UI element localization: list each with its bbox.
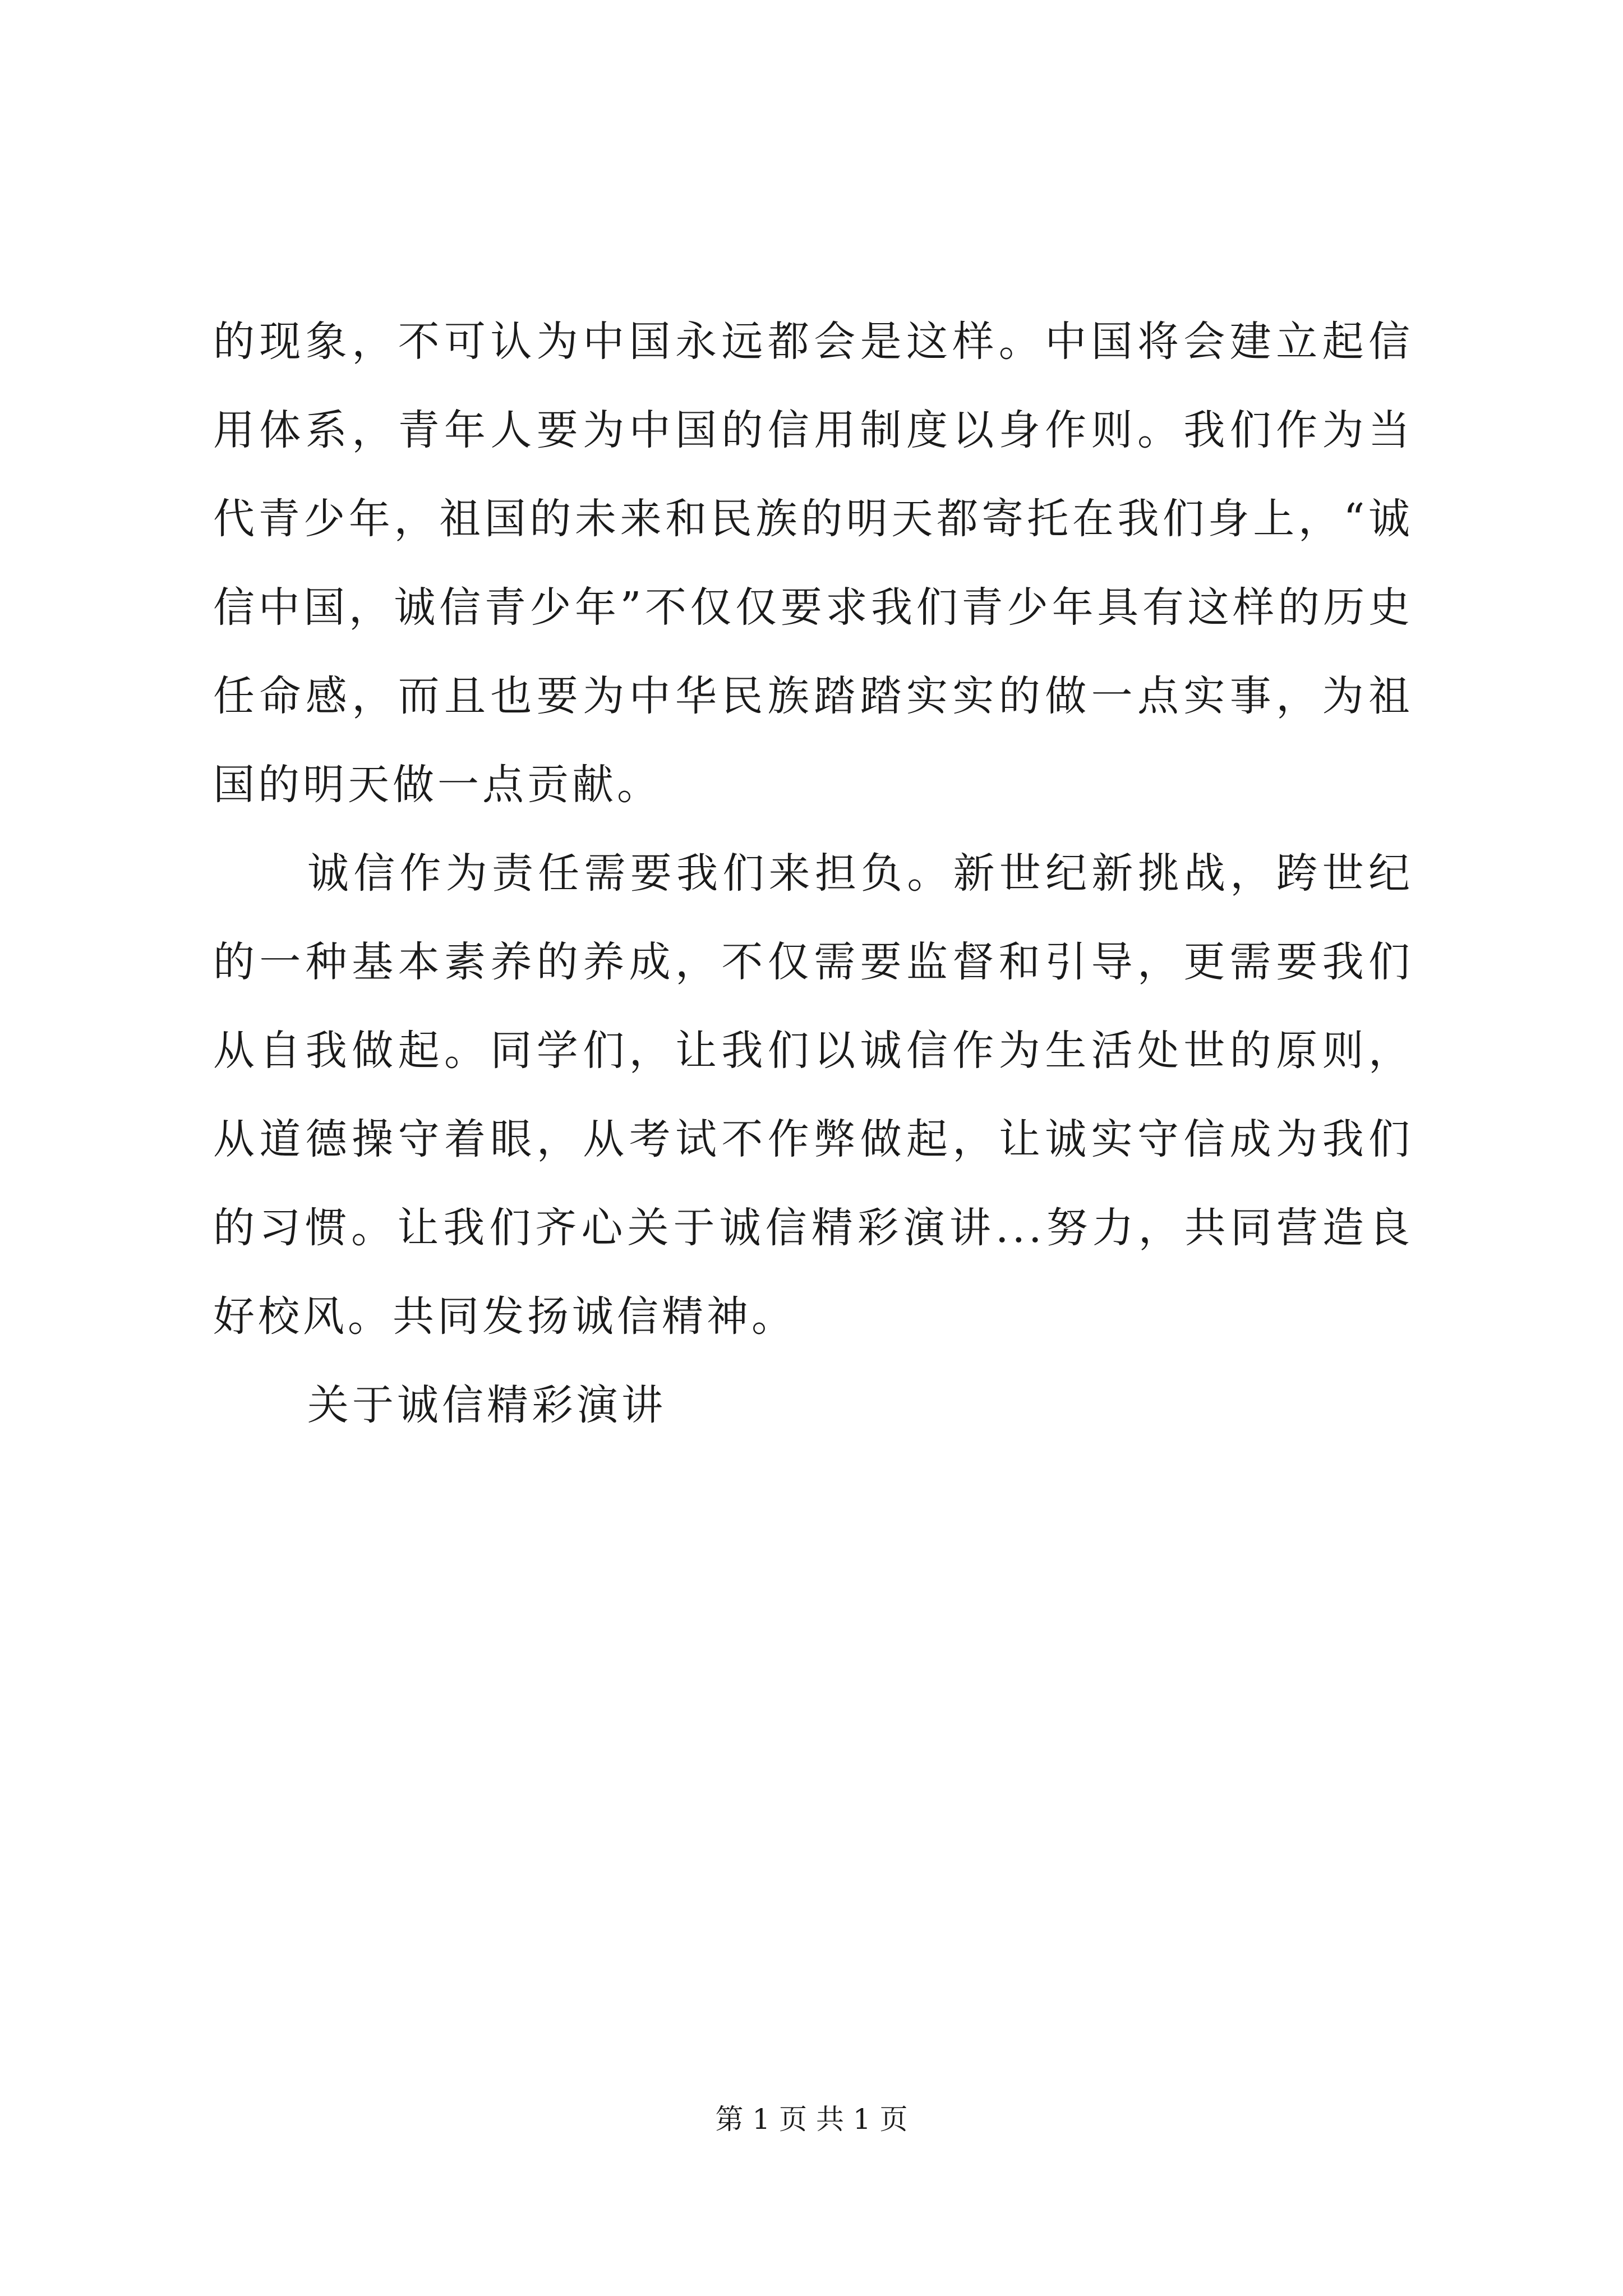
paragraph-honesty-responsibility: 诚信作为责任需要我们来担负。新世纪新挑战，跨世纪的一种基本素养的养成，不仅需要监督和引导，更需要我们从自我做起。同学们，让我们以诚信作为生活处世的原则，从道德操守着眼，从考试不作弊做起，让诚实守信成为我们的习惯。让我们齐心关于诚信精彩演讲...努力，共同营造良好校风。共同发扬诚信精神。 bbox=[213, 849, 1413, 1341]
paragraph-continuation: 的现象，不可认为中国永远都会是这样。中国将会建立起信用体系，青年人要为中国的信用制度以身作则。我们作为当代青少年，祖国的未来和民族的明天都寄托在我们身上，“诚信中国，诚信青少年”不仅仅要求我们青少年具有这样的历史任命感，而且也要为中华民族踏踏实实的做一点实事，为祖国的明天做一点贡献。 bbox=[213, 318, 1413, 809]
page-footer: 第 1 页 共 1 页 bbox=[715, 2103, 908, 2136]
document-body bbox=[213, 297, 1413, 1450]
paragraph-title-line: 关于诚信精彩演讲 bbox=[307, 1381, 666, 1429]
